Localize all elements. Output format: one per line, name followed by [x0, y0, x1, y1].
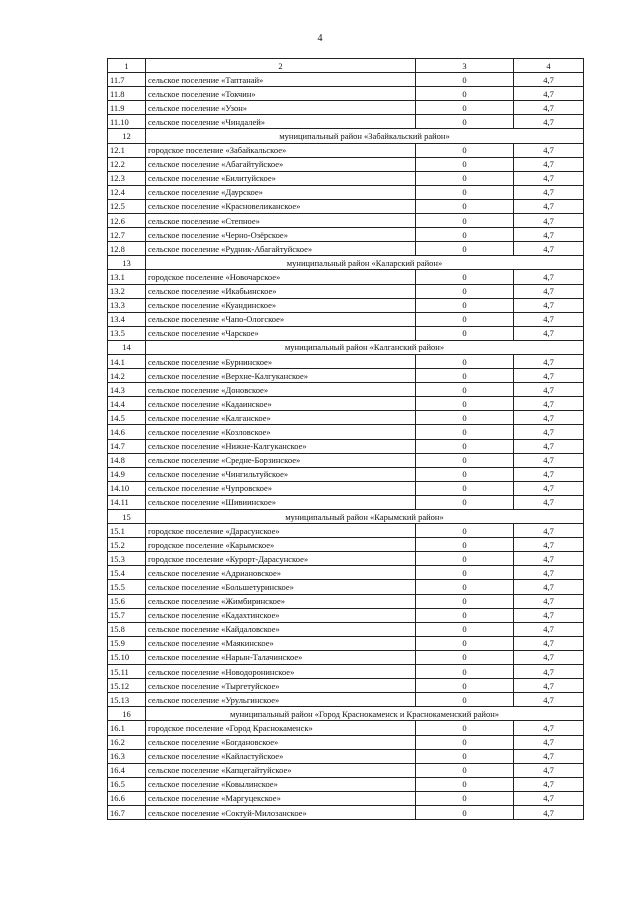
column-4-value: 4,7 [514, 326, 584, 340]
section-title: муниципальный район «Карымский район» [146, 510, 584, 524]
table-row [108, 270, 584, 284]
row-number: 12.4 [108, 185, 146, 199]
section-title: муниципальный район «Город Краснокаменск и Краснокаменский район» [146, 707, 584, 721]
column-4-value: 4,7 [514, 636, 584, 650]
section-row [108, 256, 584, 270]
row-number: 15.6 [108, 594, 146, 608]
settlement-name: сельское поселение «Икабьинское» [146, 284, 416, 298]
row-number: 15.3 [108, 552, 146, 566]
settlement-name: сельское поселение «Куандинское» [146, 298, 416, 312]
settlement-name: городское поселение «Новочарское» [146, 270, 416, 284]
column-header-3: 3 [416, 59, 514, 73]
column-3-value: 0 [416, 777, 514, 791]
column-3-value: 0 [416, 411, 514, 425]
row-number: 15.13 [108, 693, 146, 707]
column-3-value: 0 [416, 763, 514, 777]
column-4-value: 4,7 [514, 693, 584, 707]
row-number: 14.9 [108, 467, 146, 481]
row-number: 15.9 [108, 636, 146, 650]
settlement-name: городское поселение «Забайкальское» [146, 143, 416, 157]
table-row [108, 411, 584, 425]
section-number: 12 [108, 129, 146, 143]
column-4-value: 4,7 [514, 199, 584, 213]
table-row [108, 580, 584, 594]
settlement-name: сельское поселение «Токчин» [146, 87, 416, 101]
column-4-value: 4,7 [514, 650, 584, 664]
section-number: 14 [108, 340, 146, 354]
table-row [108, 735, 584, 749]
column-3-value: 0 [416, 538, 514, 552]
table-row [108, 312, 584, 326]
column-4-value: 4,7 [514, 538, 584, 552]
column-3-value: 0 [416, 228, 514, 242]
column-4-value: 4,7 [514, 679, 584, 693]
column-header-2: 2 [146, 59, 416, 73]
table-row [108, 805, 584, 819]
column-3-value: 0 [416, 397, 514, 411]
row-number: 12.8 [108, 242, 146, 256]
row-number: 14.1 [108, 354, 146, 368]
row-number: 14.3 [108, 383, 146, 397]
column-4-value: 4,7 [514, 453, 584, 467]
column-4-value: 4,7 [514, 397, 584, 411]
row-number: 16.1 [108, 721, 146, 735]
column-4-value: 4,7 [514, 73, 584, 87]
settlement-name: сельское поселение «Чупровское» [146, 481, 416, 495]
settlement-name: сельское поселение «Красновеликанское» [146, 199, 416, 213]
section-row [108, 707, 584, 721]
column-3-value: 0 [416, 749, 514, 763]
column-4-value: 4,7 [514, 594, 584, 608]
section-title: муниципальный район «Калганский район» [146, 340, 584, 354]
table-row [108, 397, 584, 411]
settlement-name: сельское поселение «Тыргетуйское» [146, 679, 416, 693]
settlement-name: сельское поселение «Маякинское» [146, 636, 416, 650]
column-4-value: 4,7 [514, 312, 584, 326]
column-3-value: 0 [416, 312, 514, 326]
column-3-value: 0 [416, 566, 514, 580]
row-number: 15.5 [108, 580, 146, 594]
table-row [108, 115, 584, 129]
table-row [108, 383, 584, 397]
column-3-value: 0 [416, 87, 514, 101]
settlement-name: сельское поселение «Чарское» [146, 326, 416, 340]
section-number: 13 [108, 256, 146, 270]
table-row [108, 73, 584, 87]
column-4-value: 4,7 [514, 622, 584, 636]
column-4-value: 4,7 [514, 467, 584, 481]
settlement-name: сельское поселение «Даурское» [146, 185, 416, 199]
column-4-value: 4,7 [514, 763, 584, 777]
table-row [108, 524, 584, 538]
row-number: 16.7 [108, 805, 146, 819]
column-3-value: 0 [416, 524, 514, 538]
settlement-name: сельское поселение «Рудник-Абагайтуйское» [146, 242, 416, 256]
column-3-value: 0 [416, 467, 514, 481]
table-row [108, 467, 584, 481]
column-3-value: 0 [416, 354, 514, 368]
row-number: 11.7 [108, 73, 146, 87]
section-title: муниципальный район «Забайкальский район» [146, 129, 584, 143]
table-row [108, 298, 584, 312]
column-3-value: 0 [416, 791, 514, 805]
table-row [108, 495, 584, 509]
row-number: 12.2 [108, 157, 146, 171]
table-row [108, 636, 584, 650]
column-4-value: 4,7 [514, 87, 584, 101]
column-4-value: 4,7 [514, 228, 584, 242]
column-4-value: 4,7 [514, 242, 584, 256]
column-4-value: 4,7 [514, 157, 584, 171]
column-3-value: 0 [416, 495, 514, 509]
table-row [108, 693, 584, 707]
settlement-name: сельское поселение «Чиндалей» [146, 115, 416, 129]
settlement-name: сельское поселение «Абагайтуйское» [146, 157, 416, 171]
row-number: 16.2 [108, 735, 146, 749]
table-row [108, 763, 584, 777]
row-number: 13.5 [108, 326, 146, 340]
settlement-name: сельское поселение «Чингильтуйское» [146, 467, 416, 481]
settlement-name: городское поселение «Курорт-Дарасунское» [146, 552, 416, 566]
table-row [108, 228, 584, 242]
column-4-value: 4,7 [514, 777, 584, 791]
settlement-name: сельское поселение «Черно-Озёрское» [146, 228, 416, 242]
table-row [108, 538, 584, 552]
column-4-value: 4,7 [514, 115, 584, 129]
column-3-value: 0 [416, 693, 514, 707]
column-4-value: 4,7 [514, 270, 584, 284]
page-number: 4 [317, 33, 323, 44]
settlement-name: сельское поселение «Шивиинское» [146, 495, 416, 509]
settlement-name: сельское поселение «Нижне-Калгуканское» [146, 439, 416, 453]
section-title: муниципальный район «Каларский район» [146, 256, 584, 270]
column-3-value: 0 [416, 439, 514, 453]
settlement-name: сельское поселение «Степное» [146, 214, 416, 228]
table-row [108, 101, 584, 115]
column-3-value: 0 [416, 326, 514, 340]
column-4-value: 4,7 [514, 143, 584, 157]
column-3-value: 0 [416, 622, 514, 636]
row-number: 15.10 [108, 650, 146, 664]
table-row [108, 777, 584, 791]
settlement-name: сельское поселение «Адриановское» [146, 566, 416, 580]
table-row [108, 608, 584, 622]
column-3-value: 0 [416, 73, 514, 87]
column-3-value: 0 [416, 665, 514, 679]
settlement-name: городское поселение «Город Краснокаменск» [146, 721, 416, 735]
table-row [108, 566, 584, 580]
settlement-name: городское поселение «Дарасунское» [146, 524, 416, 538]
column-3-value: 0 [416, 242, 514, 256]
column-3-value: 0 [416, 636, 514, 650]
table-row [108, 791, 584, 805]
column-4-value: 4,7 [514, 791, 584, 805]
column-4-value: 4,7 [514, 354, 584, 368]
row-number: 14.7 [108, 439, 146, 453]
column-header-1: 1 [108, 59, 146, 73]
table-row [108, 749, 584, 763]
table-row [108, 439, 584, 453]
row-number: 12.7 [108, 228, 146, 242]
table-row [108, 214, 584, 228]
row-number: 14.11 [108, 495, 146, 509]
table-row [108, 453, 584, 467]
column-3-value: 0 [416, 298, 514, 312]
row-number: 15.11 [108, 665, 146, 679]
row-number: 12.6 [108, 214, 146, 228]
settlement-name: сельское поселение «Верхне-Калгуканское» [146, 369, 416, 383]
row-number: 13.2 [108, 284, 146, 298]
column-4-value: 4,7 [514, 298, 584, 312]
column-4-value: 4,7 [514, 552, 584, 566]
column-4-value: 4,7 [514, 608, 584, 622]
settlement-name: сельское поселение «Соктуй-Милозанское» [146, 805, 416, 819]
settlement-name: сельское поселение «Доновское» [146, 383, 416, 397]
table-row [108, 354, 584, 368]
table-row [108, 87, 584, 101]
row-number: 16.6 [108, 791, 146, 805]
column-4-value: 4,7 [514, 749, 584, 763]
column-4-value: 4,7 [514, 439, 584, 453]
settlement-name: сельское поселение «Маргуцекское» [146, 791, 416, 805]
table-row [108, 622, 584, 636]
settlement-name: сельское поселение «Таптанай» [146, 73, 416, 87]
section-number: 15 [108, 510, 146, 524]
column-3-value: 0 [416, 383, 514, 397]
column-3-value: 0 [416, 214, 514, 228]
table-row [108, 242, 584, 256]
row-number: 14.4 [108, 397, 146, 411]
row-number: 13.4 [108, 312, 146, 326]
row-number: 12.3 [108, 171, 146, 185]
row-number: 14.10 [108, 481, 146, 495]
table-row [108, 552, 584, 566]
settlement-name: сельское поселение «Жимбиринское» [146, 594, 416, 608]
settlement-name: сельское поселение «Средне-Борзинское» [146, 453, 416, 467]
column-3-value: 0 [416, 171, 514, 185]
settlement-name: сельское поселение «Урульгинское» [146, 693, 416, 707]
table-row [108, 157, 584, 171]
column-3-value: 0 [416, 721, 514, 735]
settlement-name: сельское поселение «Бурнинское» [146, 354, 416, 368]
column-4-value: 4,7 [514, 665, 584, 679]
table-row [108, 594, 584, 608]
row-number: 14.2 [108, 369, 146, 383]
section-row [108, 510, 584, 524]
table-row [108, 650, 584, 664]
table-row [108, 369, 584, 383]
settlement-name: сельское поселение «Кадахтинское» [146, 608, 416, 622]
allocation-table [107, 58, 584, 820]
column-4-value: 4,7 [514, 101, 584, 115]
column-4-value: 4,7 [514, 425, 584, 439]
table-row [108, 143, 584, 157]
column-3-value: 0 [416, 805, 514, 819]
settlement-name: сельское поселение «Большетуринское» [146, 580, 416, 594]
row-number: 14.5 [108, 411, 146, 425]
section-row [108, 340, 584, 354]
column-3-value: 0 [416, 270, 514, 284]
column-4-value: 4,7 [514, 383, 584, 397]
column-3-value: 0 [416, 425, 514, 439]
row-number: 11.10 [108, 115, 146, 129]
column-4-value: 4,7 [514, 481, 584, 495]
settlement-name: сельское поселение «Богдановское» [146, 735, 416, 749]
settlement-name: сельское поселение «Капцегайтуйское» [146, 763, 416, 777]
table-body [108, 59, 584, 820]
table-row [108, 185, 584, 199]
row-number: 15.2 [108, 538, 146, 552]
column-3-value: 0 [416, 185, 514, 199]
table-header-row [108, 59, 584, 73]
row-number: 15.7 [108, 608, 146, 622]
column-4-value: 4,7 [514, 524, 584, 538]
row-number: 16.4 [108, 763, 146, 777]
section-number: 16 [108, 707, 146, 721]
column-3-value: 0 [416, 453, 514, 467]
column-header-4: 4 [514, 59, 584, 73]
row-number: 13.3 [108, 298, 146, 312]
settlement-name: сельское поселение «Нарын-Талачинское» [146, 650, 416, 664]
table-row [108, 326, 584, 340]
column-4-value: 4,7 [514, 721, 584, 735]
column-3-value: 0 [416, 199, 514, 213]
column-4-value: 4,7 [514, 284, 584, 298]
column-3-value: 0 [416, 101, 514, 115]
row-number: 15.1 [108, 524, 146, 538]
row-number: 12.1 [108, 143, 146, 157]
settlement-name: сельское поселение «Кадаинское» [146, 397, 416, 411]
settlement-name: сельское поселение «Билитуйское» [146, 171, 416, 185]
column-4-value: 4,7 [514, 171, 584, 185]
column-4-value: 4,7 [514, 805, 584, 819]
column-3-value: 0 [416, 580, 514, 594]
table-row [108, 665, 584, 679]
settlement-name: сельское поселение «Кайластуйское» [146, 749, 416, 763]
column-4-value: 4,7 [514, 214, 584, 228]
column-3-value: 0 [416, 157, 514, 171]
column-4-value: 4,7 [514, 495, 584, 509]
row-number: 16.5 [108, 777, 146, 791]
settlement-name: сельское поселение «Узон» [146, 101, 416, 115]
column-3-value: 0 [416, 650, 514, 664]
table-row [108, 721, 584, 735]
settlement-name: сельское поселение «Чапо-Ологское» [146, 312, 416, 326]
column-4-value: 4,7 [514, 735, 584, 749]
row-number: 15.4 [108, 566, 146, 580]
column-3-value: 0 [416, 481, 514, 495]
column-4-value: 4,7 [514, 369, 584, 383]
section-row [108, 129, 584, 143]
row-number: 14.8 [108, 453, 146, 467]
column-4-value: 4,7 [514, 185, 584, 199]
table-row [108, 425, 584, 439]
row-number: 13.1 [108, 270, 146, 284]
column-4-value: 4,7 [514, 566, 584, 580]
column-3-value: 0 [416, 735, 514, 749]
column-3-value: 0 [416, 594, 514, 608]
column-3-value: 0 [416, 369, 514, 383]
column-3-value: 0 [416, 552, 514, 566]
column-3-value: 0 [416, 284, 514, 298]
settlement-name: сельское поселение «Кайдаловское» [146, 622, 416, 636]
row-number: 11.9 [108, 101, 146, 115]
row-number: 14.6 [108, 425, 146, 439]
row-number: 12.5 [108, 199, 146, 213]
settlement-name: сельское поселение «Ковылинское» [146, 777, 416, 791]
column-4-value: 4,7 [514, 580, 584, 594]
column-3-value: 0 [416, 608, 514, 622]
settlement-name: сельское поселение «Калганское» [146, 411, 416, 425]
settlement-name: городское поселение «Карымское» [146, 538, 416, 552]
settlement-name: сельское поселение «Новодоронинское» [146, 665, 416, 679]
row-number: 16.3 [108, 749, 146, 763]
column-4-value: 4,7 [514, 411, 584, 425]
column-3-value: 0 [416, 115, 514, 129]
column-3-value: 0 [416, 143, 514, 157]
row-number: 11.8 [108, 87, 146, 101]
table-row [108, 481, 584, 495]
table-row [108, 679, 584, 693]
column-3-value: 0 [416, 679, 514, 693]
row-number: 15.8 [108, 622, 146, 636]
row-number: 15.12 [108, 679, 146, 693]
table-row [108, 284, 584, 298]
settlement-name: сельское поселение «Козловское» [146, 425, 416, 439]
table-row [108, 171, 584, 185]
table-row [108, 199, 584, 213]
